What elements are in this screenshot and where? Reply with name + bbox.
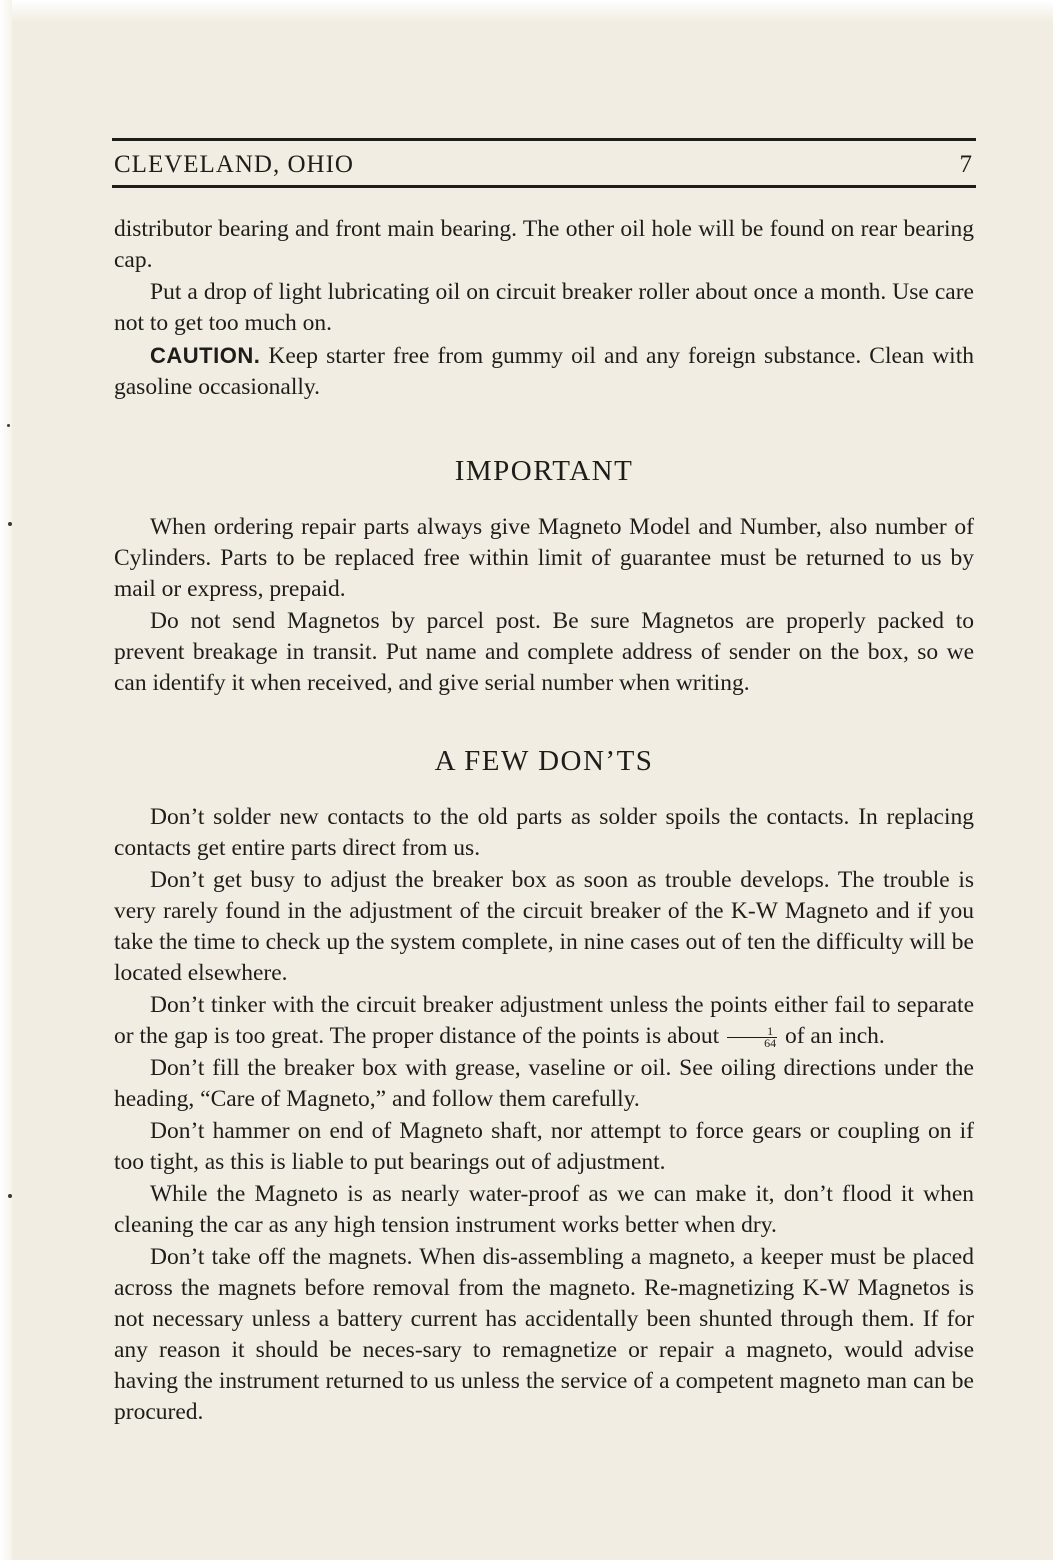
paragraph-circuit-breaker-oil: Put a drop of light lubricating oil on circuit breaker roller about once a month. Use care not to get too much on. [114,279,974,336]
dont-tinker-text-end: of an inch. [784,1023,885,1049]
paragraph-dont-fill-grease: Don’t fill the breaker box with grease, vaseline or oil. See oiling directions under the heading, “Care of Magneto,” and follow them carefully. [114,1055,974,1112]
paragraph-dont-tinker [114,990,974,1052]
paragraph-dont-remove-magnets: Don’t take off the magnets. When dis-assembling a magneto, a keeper must be placed across the magnets before removal from the magneto. Re-magnetizing K-W Magnetos is not necessary unless a battery current has accidentally been shunted through them. If for any reason it should be neces-sary to remagnetize or repair a magneto, would advise having the instrument returned to us unless the service of a competent magneto man can be procured. [114,1244,974,1425]
fraction-one-sixty-fourth [727,1026,777,1049]
fraction-numerator: 1 [727,1026,777,1038]
paragraph-caution [114,340,974,403]
page-number: 7 [959,151,972,178]
fraction-denominator: 64 [764,1036,777,1051]
paragraph-shipping: Do not send Magnetos by parcel post. Be sure Magnetos are properly packed to prevent breakage in transit. Put name and complete address of sender on the box, so we can identify it when received, and give serial number when writing. [114,608,974,696]
paper-speck [7,424,10,427]
paragraph-ordering-parts: When ordering repair parts always give Magneto Model and Number, also number of Cylinders. Parts to be replaced free within limit of guarantee must be returned to us by mail or express, prepaid. [114,514,974,602]
heading-a-few-donts: A FEW DON’TS [434,745,654,777]
paragraph-dont-adjust-breaker: Don’t get busy to adjust the breaker box as soon as trouble develops. The trouble is very rarely found in the adjustment of the circuit breaker of the K-W Magneto and if you take the time to check up the system complete, in nine cases out of ten the difficulty will be located elsewhere. [114,867,974,986]
paragraph-dont-hammer: Don’t hammer on end of Magneto shaft, nor attempt to force gears or coupling on if too tight, as this is liable to put bearings out of adjustment. [114,1118,974,1175]
paragraph-dont-flood: While the Magneto is as nearly water-proof as we can make it, don’t flood it when cleaning the car as any high tension instrument works better when dry. [114,1181,974,1238]
paragraph-dont-solder: Don’t solder new contacts to the old parts as solder spoils the contacts. In replacing contacts get entire parts direct from us. [114,804,974,861]
running-head [112,138,976,188]
running-head-place: CLEVELAND, OHIO [114,151,354,178]
heading-important: IMPORTANT [454,455,634,487]
page-left-edge [0,0,12,1560]
paper-speck [8,522,12,526]
paragraph-bearing-oil-hole: distributor bearing and front main bearing. The other oil hole will be found on rear bearing cap. [114,216,974,273]
body-text [114,214,974,1428]
dont-tinker-text: Don’t tinker with the circuit breaker adjustment unless the points either fail to separate or the gap is too great. The proper distance of the points is about [114,992,974,1049]
caution-label: CAUTION. [150,343,261,368]
paper-speck [8,1194,12,1198]
page-right-edge [1053,0,1059,1560]
caution-text: Keep starter free from gummy oil and any foreign substance. Clean with gasoline occasionally. [114,343,974,400]
page-top-edge [0,0,1059,22]
